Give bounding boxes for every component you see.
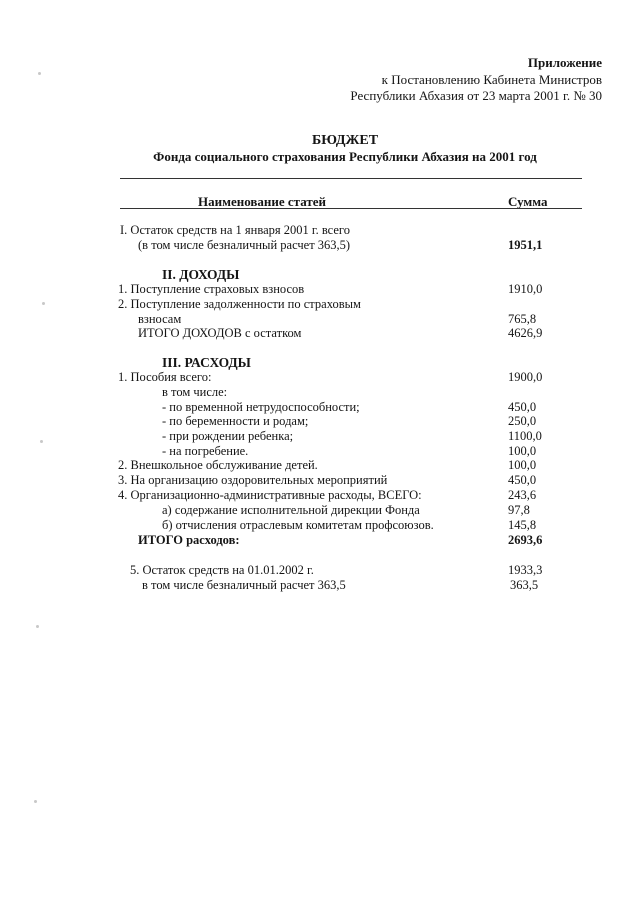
amount-benefit-maternity: 250,0 (508, 414, 537, 428)
amount-expenses-total: 2693,6 (508, 533, 543, 547)
row-health-measures: 3. На организацию оздоровительных мероприятий (118, 473, 388, 487)
row-admin-unions: б) отчисления отраслевым комитетам профсоюзов. (162, 518, 434, 532)
row-benefit-disability: - по временной нетрудоспособности; (162, 400, 360, 414)
row-income-debt: 2. Поступление задолженности по страховым (118, 297, 361, 311)
row-extracurricular: 2. Внешкольное обслуживание детей. (118, 458, 318, 472)
row-remainder-cashless: (в том числе безналичный расчет 363,5) (138, 238, 351, 252)
row-admin-expenses: 4. Организационно-административные расходы, ВСЕГО: (118, 488, 422, 502)
row-benefit-maternity: - по беременности и родам; (162, 414, 309, 428)
amount-income-debt: 765,8 (508, 312, 537, 326)
amount-extracurricular: 100,0 (508, 458, 537, 472)
appendix-title: Приложение (527, 55, 602, 70)
amount-benefit-birth: 1100,0 (508, 429, 542, 443)
amount-remainder-end: 1933,3 (508, 563, 543, 577)
appendix-block (350, 55, 602, 105)
section-expenses: III. РАСХОДЫ (162, 355, 251, 370)
amount-remainder-start: 1951,1 (508, 238, 543, 252)
scan-speck (40, 440, 43, 443)
amount-benefits: 1900,0 (508, 370, 543, 384)
appendix-line-2: к Постановлению Кабинета Министров (381, 71, 602, 87)
row-remainder-end: 5. Остаток средств на 01.01.2002 г. (130, 563, 314, 577)
row-income-total: ИТОГО ДОХОДОВ с остатком (138, 326, 302, 340)
row-income-debt-cont: взносам (138, 312, 182, 326)
row-benefit-birth: - при рождении ребенка; (162, 429, 294, 443)
amount-health-measures: 450,0 (508, 473, 537, 487)
appendix-line-3: Республики Абхазия от 23 марта 2001 г. № 30 (350, 88, 602, 103)
document-title: БЮДЖЕТ (311, 133, 379, 148)
row-benefits: 1. Пособия всего: (118, 370, 212, 384)
amount-income-total: 4626,9 (508, 326, 543, 340)
row-income-contributions: 1. Поступление страховых взносов (118, 282, 305, 296)
scan-speck (38, 72, 41, 75)
document-subtitle: Фонда социального страхования Республики Абхазия на 2001 год (153, 149, 537, 164)
amount-remainder-end-cashless: 363,5 (510, 578, 539, 592)
amount-benefit-disability: 450,0 (508, 400, 537, 414)
amount-admin-directorate: 97,8 (508, 503, 530, 517)
row-admin-directorate: а) содержание исполнительной дирекции Фонда (162, 503, 420, 517)
amount-income-contributions: 1910,0 (508, 282, 543, 296)
row-remainder-end-cashless: в том числе безналичный расчет 363,5 (142, 578, 346, 592)
column-header-sum: Сумма (508, 194, 548, 209)
scan-speck (36, 625, 39, 628)
amount-benefit-funeral: 100,0 (508, 444, 537, 458)
column-header-name: Наименование статей (198, 194, 327, 209)
amount-admin-expenses: 243,6 (508, 488, 537, 502)
row-expenses-total: ИТОГО расходов: (138, 533, 240, 547)
scan-speck (34, 800, 37, 803)
row-benefit-funeral: - на погребение. (162, 444, 249, 458)
scan-speck (42, 302, 45, 305)
section-income: II. ДОХОДЫ (162, 267, 240, 282)
table-header-rule (120, 208, 582, 209)
amount-admin-unions: 145,8 (508, 518, 537, 532)
row-remainder-start: I. Остаток средств на 1 января 2001 г. всего (120, 223, 350, 237)
row-including: в том числе: (162, 385, 228, 399)
table-top-rule (120, 178, 582, 179)
